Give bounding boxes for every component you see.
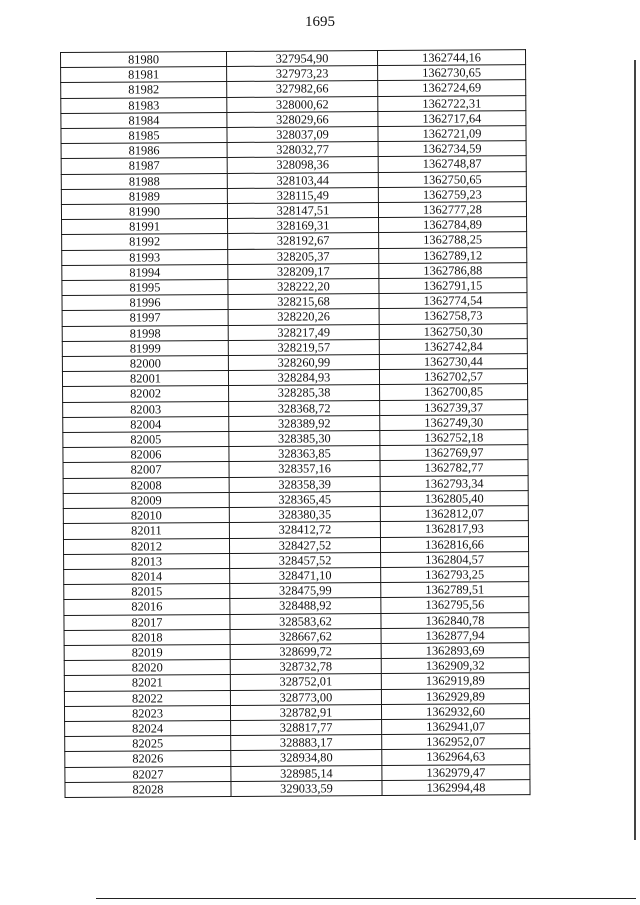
point-number-cell: 81991 (62, 219, 228, 235)
y-coordinate-cell: 1362805,40 (380, 491, 528, 507)
point-number-cell: 82022 (64, 690, 230, 706)
y-coordinate-cell: 1362722,31 (378, 95, 526, 111)
point-number-cell: 82024 (65, 720, 231, 736)
y-coordinate-cell: 1362788,25 (379, 232, 527, 248)
x-coordinate-cell: 328222,20 (228, 279, 379, 295)
x-coordinate-cell: 328488,92 (230, 598, 381, 614)
y-coordinate-cell: 1362750,30 (379, 323, 527, 339)
y-coordinate-cell: 1362789,12 (379, 247, 527, 263)
y-coordinate-cell: 1362932,60 (381, 703, 529, 719)
x-coordinate-cell: 328357,16 (229, 461, 380, 477)
point-number-cell: 82018 (64, 629, 230, 645)
point-number-cell: 82002 (63, 386, 229, 402)
point-number-cell: 82012 (63, 538, 229, 554)
point-number-cell: 82017 (64, 614, 230, 630)
y-coordinate-cell: 1362717,64 (378, 110, 526, 126)
x-coordinate-cell: 328115,49 (227, 187, 378, 203)
y-coordinate-cell: 1362795,56 (381, 597, 529, 613)
x-coordinate-cell: 328285,38 (229, 385, 380, 401)
x-coordinate-cell: 328883,17 (231, 735, 382, 751)
x-coordinate-cell: 328385,30 (229, 431, 380, 447)
x-coordinate-cell: 329033,59 (231, 780, 382, 796)
point-number-cell: 82020 (64, 660, 230, 676)
point-number-cell: 82007 (63, 462, 229, 478)
point-number-cell: 82004 (63, 416, 229, 432)
y-coordinate-cell: 1362742,84 (379, 339, 527, 355)
point-number-cell: 82013 (64, 553, 230, 569)
point-number-cell: 82005 (63, 432, 229, 448)
point-number-cell: 82019 (64, 644, 230, 660)
x-coordinate-cell: 328457,52 (230, 552, 381, 568)
point-number-cell: 82000 (62, 356, 228, 372)
point-number-cell: 81980 (61, 51, 227, 67)
coordinates-table (60, 49, 531, 798)
y-coordinate-cell: 1362749,30 (380, 415, 528, 431)
y-coordinate-cell: 1362941,07 (382, 719, 530, 735)
x-coordinate-cell: 328284,93 (228, 370, 379, 386)
y-coordinate-cell: 1362752,18 (380, 430, 528, 446)
x-coordinate-cell: 328103,44 (227, 172, 378, 188)
y-coordinate-cell: 1362791,15 (379, 278, 527, 294)
point-number-cell: 82008 (63, 477, 229, 493)
point-number-cell: 82014 (64, 568, 230, 584)
y-coordinate-cell: 1362994,48 (382, 779, 530, 795)
point-number-cell: 82021 (64, 675, 230, 691)
y-coordinate-cell: 1362929,89 (381, 688, 529, 704)
y-coordinate-cell: 1362750,65 (378, 171, 526, 187)
y-coordinate-cell: 1362739,37 (380, 399, 528, 415)
x-coordinate-cell: 328219,57 (228, 339, 379, 355)
x-coordinate-cell: 328412,72 (229, 522, 380, 538)
point-number-cell: 81981 (61, 67, 227, 83)
y-coordinate-cell: 1362816,66 (380, 536, 528, 552)
y-coordinate-cell: 1362789,51 (381, 582, 529, 598)
point-number-cell: 81990 (61, 204, 227, 220)
y-coordinate-cell: 1362804,57 (381, 551, 529, 567)
x-coordinate-cell: 328699,72 (230, 643, 381, 659)
y-coordinate-cell: 1362734,59 (378, 141, 526, 157)
x-coordinate-cell: 328037,09 (227, 127, 378, 143)
x-coordinate-cell: 328583,62 (230, 613, 381, 629)
y-coordinate-cell: 1362979,47 (382, 764, 530, 780)
y-coordinate-cell: 1362777,28 (378, 202, 526, 218)
point-number-cell: 82001 (62, 371, 228, 387)
x-coordinate-cell: 328209,17 (228, 263, 379, 279)
x-coordinate-cell: 328032,77 (227, 142, 378, 158)
point-number-cell: 81986 (61, 143, 227, 159)
y-coordinate-cell: 1362793,25 (381, 567, 529, 583)
x-coordinate-cell: 328732,78 (230, 659, 381, 675)
y-coordinate-cell: 1362909,32 (381, 658, 529, 674)
point-number-cell: 82025 (65, 736, 231, 752)
point-number-cell: 81983 (61, 97, 227, 113)
point-number-cell: 81999 (62, 340, 228, 356)
x-coordinate-cell: 327973,23 (227, 66, 378, 82)
y-coordinate-cell: 1362840,78 (381, 612, 529, 628)
x-coordinate-cell: 328752,01 (230, 674, 381, 690)
x-coordinate-cell: 328205,37 (228, 248, 379, 264)
point-number-cell: 81985 (61, 127, 227, 143)
point-number-cell: 82015 (64, 584, 230, 600)
coordinates-table-wrapper (60, 49, 527, 798)
point-number-cell: 81993 (62, 249, 228, 265)
y-coordinate-cell: 1362759,23 (378, 186, 526, 202)
y-coordinate-cell: 1362774,54 (379, 293, 527, 309)
y-coordinate-cell: 1362919,89 (381, 673, 529, 689)
x-coordinate-cell: 328358,39 (229, 476, 380, 492)
x-coordinate-cell: 327954,90 (226, 51, 377, 67)
table-row (65, 779, 530, 797)
x-coordinate-cell: 328389,92 (229, 415, 380, 431)
y-coordinate-cell: 1362952,07 (382, 734, 530, 750)
y-coordinate-cell: 1362784,89 (379, 217, 527, 233)
point-number-cell: 82023 (64, 705, 230, 721)
point-number-cell: 81995 (62, 280, 228, 296)
y-coordinate-cell: 1362877,94 (381, 627, 529, 643)
x-coordinate-cell: 328192,67 (228, 233, 379, 249)
point-number-cell: 82003 (63, 401, 229, 417)
point-number-cell: 81994 (62, 264, 228, 280)
coordinates-table-body (61, 50, 531, 798)
x-coordinate-cell: 328029,66 (227, 111, 378, 127)
page-number: 1695 (305, 14, 335, 30)
point-number-cell: 81982 (61, 82, 227, 98)
x-coordinate-cell: 328475,99 (230, 583, 381, 599)
x-coordinate-cell: 328215,68 (228, 294, 379, 310)
point-number-cell: 81998 (62, 325, 228, 341)
y-coordinate-cell: 1362748,87 (378, 156, 526, 172)
x-coordinate-cell: 328985,14 (231, 765, 382, 781)
x-coordinate-cell: 328365,45 (229, 491, 380, 507)
x-coordinate-cell: 328471,10 (230, 567, 381, 583)
y-coordinate-cell: 1362721,09 (378, 126, 526, 142)
y-coordinate-cell: 1362817,93 (380, 521, 528, 537)
x-coordinate-cell: 328773,00 (230, 689, 381, 705)
x-coordinate-cell: 328782,91 (230, 704, 381, 720)
point-number-cell: 81989 (61, 188, 227, 204)
y-coordinate-cell: 1362744,16 (377, 50, 525, 66)
y-coordinate-cell: 1362730,65 (378, 65, 526, 81)
y-coordinate-cell: 1362700,85 (380, 384, 528, 400)
point-number-cell: 81997 (62, 310, 228, 326)
y-coordinate-cell: 1362782,77 (380, 460, 528, 476)
x-coordinate-cell: 327982,66 (227, 81, 378, 97)
point-number-cell: 82011 (63, 523, 229, 539)
point-number-cell: 81987 (61, 158, 227, 174)
point-number-cell: 82028 (65, 781, 231, 797)
x-coordinate-cell: 328260,99 (228, 355, 379, 371)
x-coordinate-cell: 328000,62 (227, 96, 378, 112)
y-coordinate-cell: 1362724,69 (378, 80, 526, 96)
x-coordinate-cell: 328427,52 (229, 537, 380, 553)
bottom-rule (96, 898, 636, 899)
x-coordinate-cell: 328368,72 (229, 400, 380, 416)
y-coordinate-cell: 1362769,97 (380, 445, 528, 461)
point-number-cell: 81996 (62, 295, 228, 311)
y-coordinate-cell: 1362893,69 (381, 643, 529, 659)
y-coordinate-cell: 1362812,07 (380, 506, 528, 522)
y-coordinate-cell: 1362730,44 (379, 354, 527, 370)
x-coordinate-cell: 328169,31 (228, 218, 379, 234)
point-number-cell: 81984 (61, 112, 227, 128)
y-coordinate-cell: 1362758,73 (379, 308, 527, 324)
point-number-cell: 82010 (63, 508, 229, 524)
y-coordinate-cell: 1362786,88 (379, 262, 527, 278)
x-coordinate-cell: 328934,80 (231, 750, 382, 766)
x-coordinate-cell: 328098,36 (227, 157, 378, 173)
point-number-cell: 82006 (63, 447, 229, 463)
scan-edge-line (634, 60, 636, 840)
x-coordinate-cell: 328380,35 (229, 507, 380, 523)
point-number-cell: 82016 (64, 599, 230, 615)
y-coordinate-cell: 1362793,34 (380, 475, 528, 491)
x-coordinate-cell: 328147,51 (227, 203, 378, 219)
point-number-cell: 81992 (62, 234, 228, 250)
y-coordinate-cell: 1362964,63 (382, 749, 530, 765)
point-number-cell: 82026 (65, 751, 231, 767)
y-coordinate-cell: 1362702,57 (379, 369, 527, 385)
point-number-cell: 81988 (61, 173, 227, 189)
x-coordinate-cell: 328217,49 (228, 324, 379, 340)
x-coordinate-cell: 328667,62 (230, 628, 381, 644)
point-number-cell: 82027 (65, 766, 231, 782)
x-coordinate-cell: 328220,26 (228, 309, 379, 325)
x-coordinate-cell: 328817,77 (231, 719, 382, 735)
x-coordinate-cell: 328363,85 (229, 446, 380, 462)
point-number-cell: 82009 (63, 492, 229, 508)
